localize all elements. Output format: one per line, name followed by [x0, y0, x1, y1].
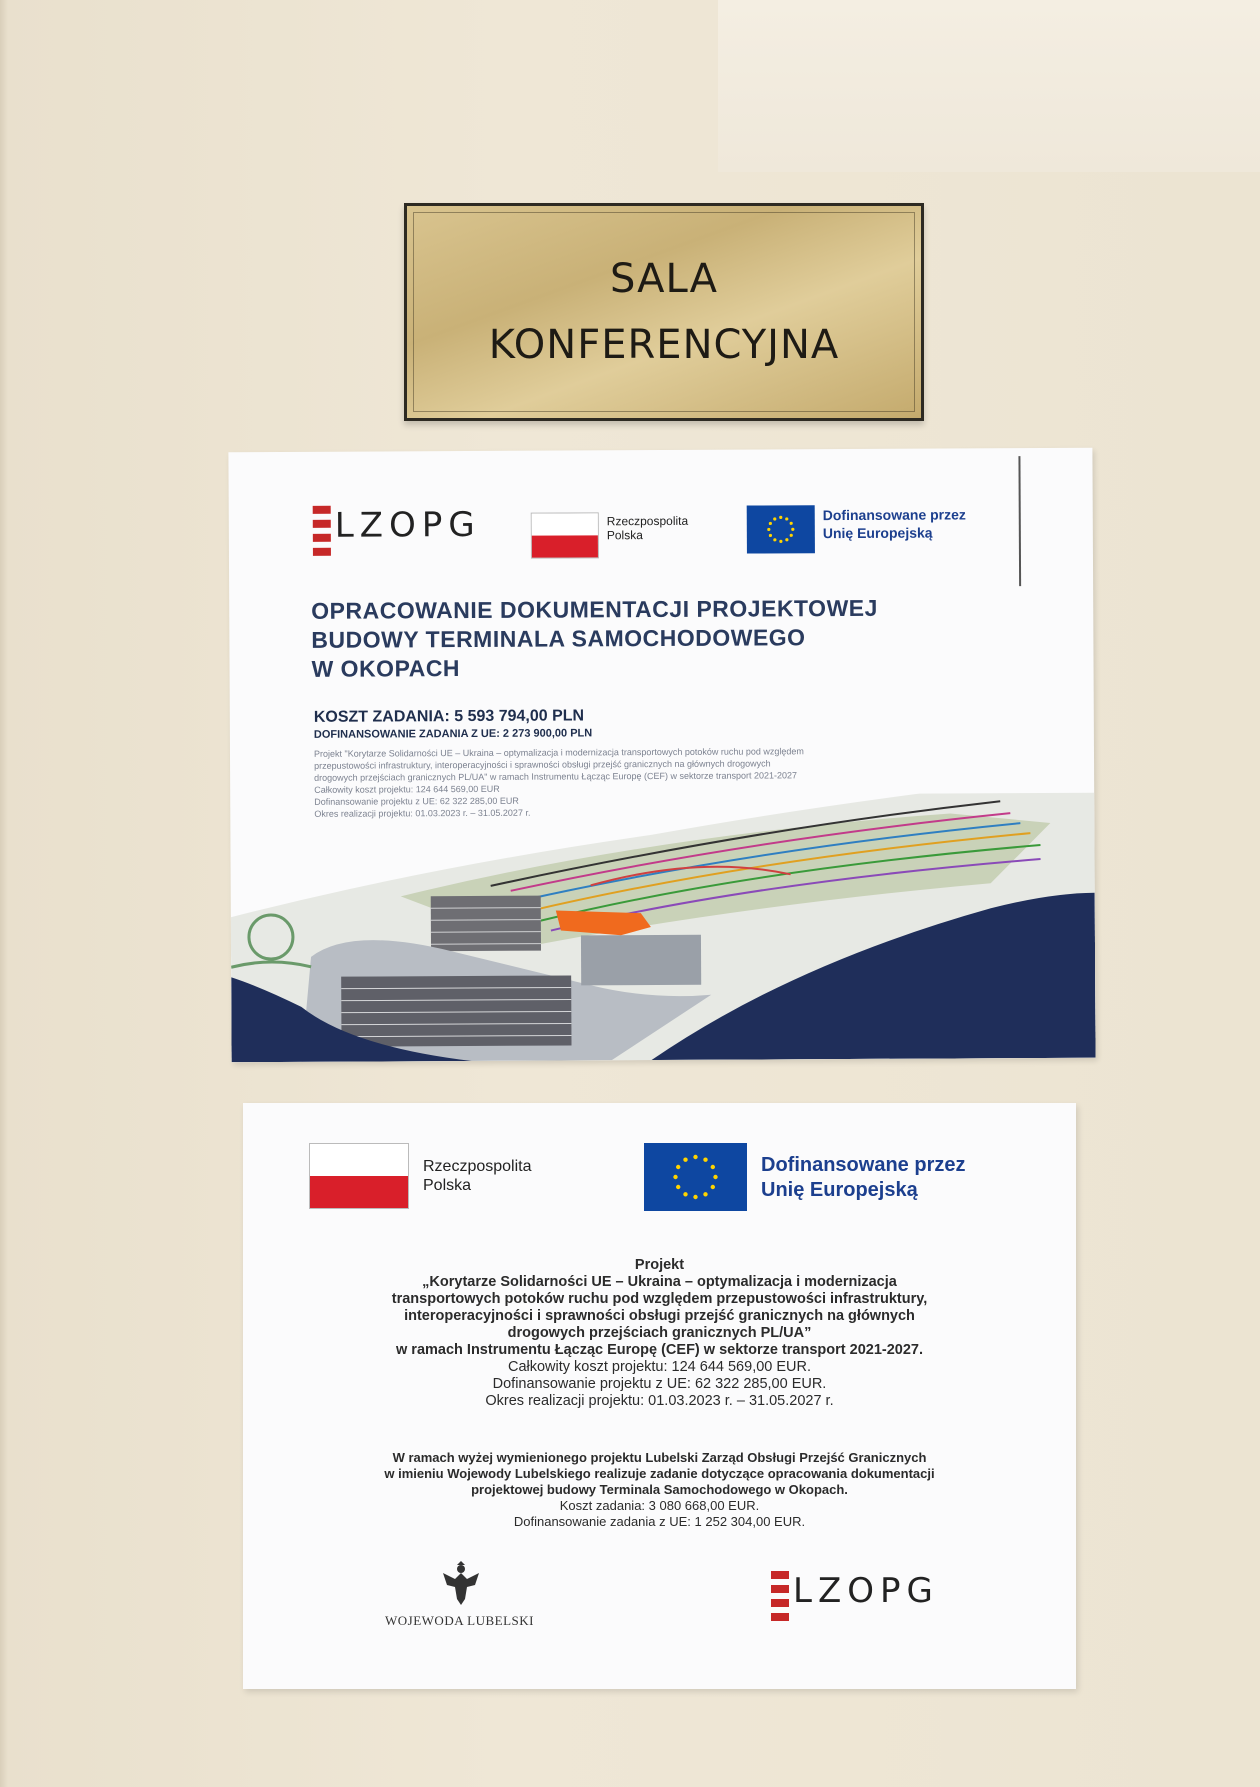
divider: [1018, 456, 1021, 586]
eu-stars-icon: [644, 1143, 747, 1211]
project-period: Okres realizacji projektu: 01.03.2023 r. – 31.05.2027 r.: [485, 1393, 834, 1409]
border-post-icon: [771, 1571, 789, 1629]
eu-flag-icon: [644, 1143, 747, 1211]
eu-stars-icon: [747, 505, 815, 553]
lzopg-logo: [313, 505, 481, 564]
plaque-line-1: SALA: [609, 256, 719, 302]
project-details-line-4: Całkowity koszt projektu: 124 644 569,00 EUR: [314, 783, 500, 795]
polish-flag-icon: [531, 512, 599, 558]
eu-label-line-1: Dofinansowane przez: [761, 1154, 966, 1176]
pl-label-line-1: Rzeczpospolita: [606, 513, 689, 529]
eu-label-line-2: Unię Europejską: [761, 1179, 918, 1201]
project-line-1: „Korytarze Solidarności UE – Ukraina – optymalizacja i modernizacja: [422, 1274, 897, 1290]
task-line-1: W ramach wyżej wymienionego projektu Lubelski Zarząd Obsługi Przejść Granicznych: [392, 1450, 927, 1465]
eu-label: [761, 1153, 965, 1203]
project-cofunding: Dofinansowanie projektu z UE: 62 322 285,00 EUR.: [492, 1376, 827, 1392]
eu-label-line-2: Unię Europejską: [822, 524, 933, 541]
lzopg-logo: [771, 1571, 939, 1629]
poster-title-line-3: W OKOPACH: [311, 655, 461, 682]
project-heading: Projekt: [634, 1257, 685, 1273]
polish-flag-icon: [309, 1143, 409, 1209]
project-details-line-3: drogowych przejściach granicznych PL/UA" w ramach Instrumentu Łącząc Europę (CEF) w sektorze transport 2021-2027: [314, 770, 798, 783]
room-plaque: [404, 203, 924, 421]
lzopg-logo-subtitle: [335, 547, 481, 548]
eu-label: [823, 506, 966, 542]
eu-flag-icon: [747, 505, 815, 553]
project-details-line-1: Projekt "Korytarze Solidarności UE – Ukraina – optymalizacja i modernizacja transportowych potoków ruchu pod względem: [313, 746, 804, 759]
terminal-plan-image: [230, 793, 1095, 1063]
lzopg-logo-text: LZOPG: [793, 1571, 939, 1611]
project-details-line-6: Okres realizacji projektu: 01.03.2023 r. – 31.05.2027 r.: [314, 807, 531, 819]
project-line-5: w ramach Instrumentu Łącząc Europę (CEF) w sektorze transport 2021-2027.: [396, 1342, 923, 1358]
wojewoda-label: WOJEWODA LUBELSKI: [385, 1613, 534, 1628]
task-cofunding: Dofinansowanie zadania z UE: 1 252 304,00 EUR.: [513, 1514, 806, 1529]
task-cofunding: DOFINANSOWANIE ZADANIA Z UE: 2 273 900,00 PLN: [313, 727, 593, 741]
border-post-icon: [313, 506, 331, 564]
project-line-3: interoperacyjności i sprawności obsługi przejść granicznych na głównych: [404, 1308, 915, 1324]
poster-title-line-1: OPRACOWANIE DOKUMENTACJI PROJEKTOWEJ: [311, 594, 878, 624]
poster-title: [311, 593, 1031, 684]
pl-label-line-2: Polska: [423, 1177, 472, 1195]
project-line-4: drogowych przejściach granicznych PL/UA”: [507, 1325, 812, 1341]
project-line-2: transportowych potoków ruchu pod względem przepustowości infrastruktury,: [391, 1291, 928, 1307]
project-total-cost: Całkowity koszt projektu: 124 644 569,00 EUR.: [507, 1359, 812, 1375]
task-cost: KOSZT ZADANIA: 5 593 794,00 PLN: [313, 707, 585, 726]
pl-label: [607, 514, 689, 543]
eu-label-line-1: Dofinansowane przez: [822, 506, 966, 524]
wall-panel: [718, 0, 1260, 172]
eagle-emblem-icon: [437, 1561, 485, 1609]
project-poster: [228, 448, 1095, 1063]
info-poster: [243, 1103, 1076, 1689]
task-description: [243, 1450, 1076, 1530]
pl-label: [423, 1157, 532, 1195]
task-cost: Koszt zadania: 3 080 668,00 EUR.: [559, 1498, 760, 1513]
project-description: [243, 1257, 1076, 1410]
task-line-2: w imieniu Wojewody Lubelskiego realizuje zadanie dotyczące opracowania dokumentacji: [384, 1466, 935, 1481]
lzopg-logo-text: LZOPG: [334, 504, 481, 546]
door-edge: [0, 0, 8, 1787]
pl-label-line-1: Rzeczpospolita: [423, 1158, 532, 1175]
plaque-line-2: KONFERENCYJNA: [488, 322, 840, 368]
project-details-line-5: Dofinansowanie projektu z UE: 62 322 285,00 EUR: [314, 795, 519, 807]
project-details-line-2: przepustowości infrastruktury, interoperacyjności i sprawności obsługi przejść granicznych na głównych drogowych: [314, 758, 771, 771]
poster-title-line-2: BUDOWY TERMINALA SAMOCHODOWEGO: [311, 624, 806, 653]
task-line-3: projektowej budowy Terminala Samochodowego w Okopach.: [471, 1482, 848, 1497]
pl-label-line-2: Polska: [606, 528, 643, 543]
